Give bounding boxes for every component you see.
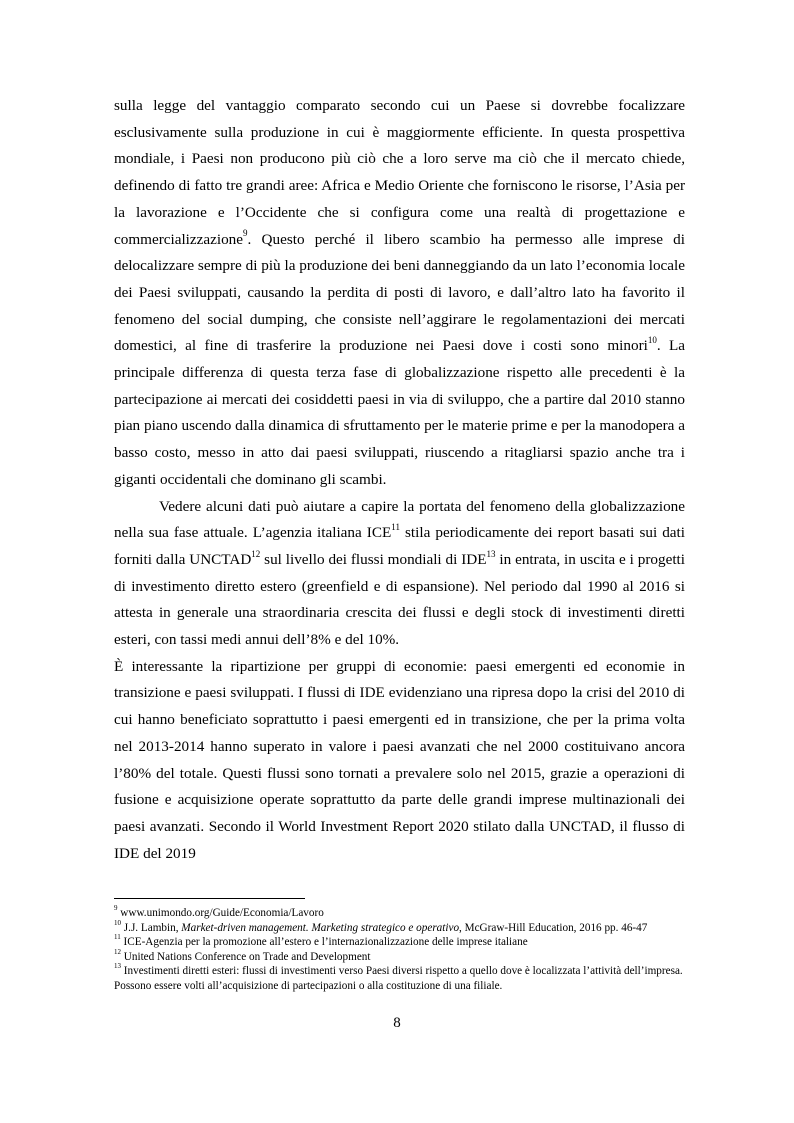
footnote-text: J.J. Lambin, xyxy=(121,921,182,934)
footnote-separator xyxy=(114,898,305,899)
paragraph-2-text-b: stila periodicamente dei report basati sui dati forniti dalla UNCTAD xyxy=(114,524,685,568)
paragraph-2-text-c: sul livello dei flussi mondiali di IDE xyxy=(260,550,487,568)
footnote-ref-9: 9 xyxy=(243,228,248,239)
footnote-text: ICE-Agenzia per la promozione all’estero e l’internazionalizzazione delle imprese italiane xyxy=(120,936,528,948)
paragraph-2-text-a: Vedere alcuni dati può aiutare a capire la portata del fenomeno della globalizzazione nella sua fase attuale. L’agenzia italiana ICE xyxy=(114,497,685,542)
paragraph-1 xyxy=(114,93,685,494)
footnote-ref-12: 12 xyxy=(251,548,261,559)
paragraph-2 xyxy=(114,494,685,654)
footnote-number: 11 xyxy=(114,933,121,942)
footnote-number: 9 xyxy=(114,904,118,913)
footnote-9 xyxy=(114,906,685,921)
footnotes xyxy=(114,906,685,993)
footnote-text: Investimenti diretti esteri: flussi di investimenti verso Paesi diversi rispetto a quello dove è localizzata l’attività dell’impresa. Possono essere volti all’acquisizione di partecipazioni o alla costituzione di una filiale. xyxy=(114,965,683,992)
footnote-book-title: Market-driven management. Marketing strategico e operativo xyxy=(181,921,460,934)
footnote-13 xyxy=(114,964,685,993)
paragraph-1-text-c: . La principale differenza di questa terza fase di globalizzazione rispetto alle precedenti è la partecipazione ai mercati dei cosiddetti paesi in via di sviluppo, che a partire dal 2010 stanno pian piano uscendo dalla dinamica di sfruttamento per le materie prime e per la manodopera a basso costo, messo in atto dai paesi sviluppati, riuscendo a ritagliarsi spazio anche tra i giganti occidentali che dominano gli scambi. xyxy=(114,337,685,488)
paragraph-3: È interessante la ripartizione per gruppi di economie: paesi emergenti ed economie in transizione e paesi sviluppati. I flussi di IDE evidenziano una ripresa dopo la crisi del 2010 di cui hanno beneficiato soprattutto i paesi emergenti ed in transizione, che per la prima volta nel 2013-2014 hanno superato in valore i paesi avanzati che nel 2000 costituivano ancora l’80% del totale. Questi flussi sono tornati a prevalere solo nel 2015, grazie a operazioni di fusione e acquisizione operate soprattutto da parte delle grandi imprese multinazionali dei paesi avanzati. Secondo il World Investment Report 2020 stilato dalla UNCTAD, il flusso di IDE del 2019 xyxy=(114,657,685,862)
footnote-ref-13: 13 xyxy=(486,548,496,559)
footnote-number: 13 xyxy=(114,962,121,971)
footnote-text: , McGraw-Hill Education, 2016 pp. 46-47 xyxy=(459,921,648,934)
footnote-12 xyxy=(114,947,685,965)
footnote-text: www.unimondo.org/Guide/Economia/Lavoro xyxy=(117,907,324,919)
footnote-11 xyxy=(114,935,685,950)
footnote-10 xyxy=(114,918,685,936)
paragraph-1-text-a: sulla legge del vantaggio comparato secondo cui un Paese si dovrebbe focalizzare esclusivamente sulla produzione in cui è maggiormente efficiente. In questa prospettiva mondiale, i Paesi non producono più ciò che a loro serve ma ciò che il mercato chiede, definendo di fatto tre grandi aree: Africa e Medio Oriente che forniscono le risorse, l’Asia per la lavorazione e l’Occidente che si configura come una realtà di progettazione e commercializzazione xyxy=(114,97,685,248)
footnote-ref-10: 10 xyxy=(647,335,657,346)
paragraph-1-text-b: . Questo perché il libero scambio ha permesso alle imprese di delocalizzare sempre di più la produzione dei beni danneggiando da un lato l’economia locale dei Paesi sviluppati, causando la perdita di posti di lavoro, e dall’altro lato ha favorito il fenomeno del social dumping, che consiste nell’aggirare le regolamentazioni dei mercati domestici, al fine di trasferire la produzione nei Paesi dove i costi sono minori xyxy=(114,230,685,355)
body-text xyxy=(114,93,685,867)
paragraph-2-text-d: in entrata, in uscita e i progetti di investimento diretto estero (greenfield e di espansione). Nel periodo dal 1990 al 2016 si attesta in generale una straordinaria crescita dei flussi e degli stock di investimenti diretti esteri, con tassi medi annui dell’8% e del 10%. xyxy=(114,550,685,649)
footnote-number: 10 xyxy=(114,918,121,927)
footnote-text: United Nations Conference on Trade and Development xyxy=(121,950,371,963)
footnote-ref-11: 11 xyxy=(391,522,400,533)
footnote-number: 12 xyxy=(114,947,121,956)
page-number: 8 xyxy=(393,1015,401,1031)
